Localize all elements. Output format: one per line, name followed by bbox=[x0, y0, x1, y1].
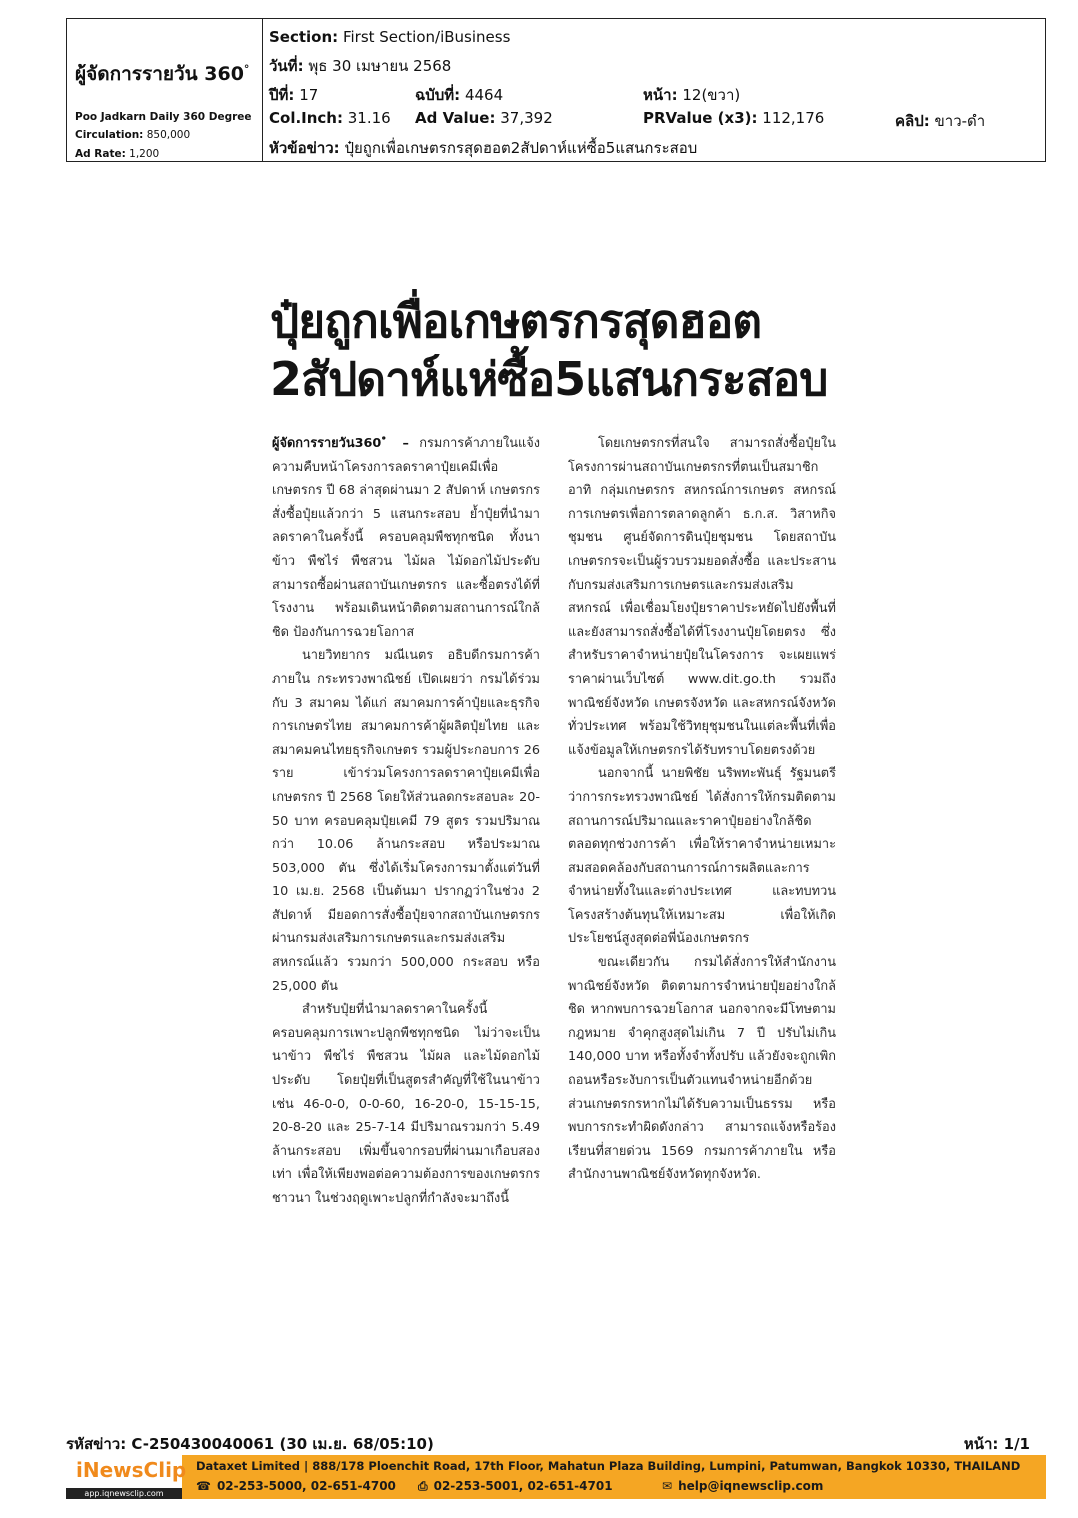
article-paragraph: โดยเกษตรกรที่สนใจ สามารถสั่งซื้อปุ๋ยในโครงการผ่านสถาบันเกษตรกรที่ตนเป็นสมาชิก อาทิ กลุ่มเกษตรกร สหกรณ์การเกษตร สหกรณ์การเกษตรเพื่อการตลาดลูกค้า ธ.ก.ส. วิสาหกิจชุมชน ศูนย์จัดการดินปุ๋ยชุมชน โดยสถาบันเกษตรกรจะเป็นผู้รวบรวมยอดสั่งซื้อ และประสานกับกรมส่งเสริมการเกษตรและกรมส่งเสริมสหกรณ์ เพื่อเชื่อมโยงปุ๋ยราคาประหยัดไปยังพื้นที่ และยังสามารถสั่งซื้อได้ที่โรงงานปุ๋ยโดยตรง ซึ่งสำหรับราคาจำหน่ายปุ๋ยในโครงการ จะเผยแพร่ราคาผ่านเว็บไซต์ www.dit.go.th รวมถึงพาณิชย์จังหวัด เกษตรจังหวัด และสหกรณ์จังหวัดทั่วประเทศ พร้อมใช้วิทยุชุมชนในแต่ละพื้นที่เพื่อแจ้งข้อมูลให้เกษตรกรได้รับทราบโดยตรงด้วย bbox=[568, 436, 836, 758]
company-address: Dataxet Limited | 888/178 Ploenchit Road, 17th Floor, Mahatun Plaza Building, Lumpini, Patumwan, Bangkok 10330, THAILAND bbox=[196, 1459, 1021, 1473]
issue: ฉบับที่: 4464 bbox=[415, 86, 504, 104]
ad-value: Ad Value: 37,392 bbox=[415, 109, 553, 127]
degree-mark: ° bbox=[243, 62, 250, 76]
col-inch: Col.Inch: 31.16 bbox=[269, 109, 391, 127]
publication-name-text: ผู้จัดการรายวัน 360 bbox=[75, 63, 244, 85]
email-icon: ✉ bbox=[662, 1479, 673, 1493]
pr-value: PRValue (x3): 112,176 bbox=[643, 109, 825, 127]
publication-block bbox=[67, 19, 263, 161]
email-contact: ✉ help@iqnewsclip.com bbox=[662, 1479, 824, 1493]
article-headline bbox=[270, 292, 850, 408]
article-paragraph: นายวิทยากร มณีเนตร อธิบดีกรมการค้าภายใน กระทรวงพาณิชย์ เปิดเผยว่า กรมได้ร่วมกับ 3 สมาคม ได้แก่ สมาคมการค้าปุ๋ยและธุรกิจการเกษตรไทย สมาคมการค้าผู้ผลิตปุ๋ยไทย และสมาคมคนไทยธุรกิจเกษตร รวมผู้ประกอบการ 26 ราย เข้าร่วมโครงการลดราคาปุ๋ยเคมีเพื่อเกษตรกร ปี 2568 โดยให้ส่วนลดกระสอบละ 20-50 บาท ครอบคลุมปุ๋ยเคมี 79 สูตร รวมปริมาณกว่า 10.06 ล้านกระสอบ หรือประมาณ 503,000 ตัน ซึ่งได้เริ่มโครงการมาตั้งแต่วันที่ 10 เม.ย. 2568 เป็นต้นมา ปรากฏว่าในช่วง 2 สัปดาห์ มียอดการสั่งซื้อปุ๋ยจากสถาบันเกษตรกรผ่านกรมส่งเสริมการเกษตรและกรมส่งเสริมสหกรณ์แล้ว รวมกว่า 500,000 กระสอบ หรือ 25,000 ตัน bbox=[272, 648, 540, 994]
article-column-right bbox=[568, 432, 836, 1187]
publication-name bbox=[75, 59, 249, 89]
year: ปีที่: 17 bbox=[269, 86, 319, 104]
news-code: รหัสข่าว: C-250430040061 (30 เม.ย. 68/05:10) bbox=[66, 1435, 434, 1453]
page-count: หน้า: 1/1 bbox=[963, 1435, 1030, 1453]
article-paragraph: ขณะเดียวกัน กรมได้สั่งการให้สำนักงานพาณิชย์จังหวัด ติดตามการจำหน่ายปุ๋ยอย่างใกล้ชิด หากพบการฉวยโอกาส นอกจากจะมีโทษตามกฎหมาย จำคุกสูงสุดไม่เกิน 7 ปี ปรับไม่เกิน 140,000 บาท หรือทั้งจำทั้งปรับ แล้วยังจะถูกเพิกถอนหรือระงับการเป็นตัวแทนจำหน่ายอีกด้วย ส่วนเกษตรกรหากไม่ได้รับความเป็นธรรม หรือพบการกระทำผิดดังกล่าว สามารถแจ้งหรือร้องเรียนที่สายด่วน 1569 กรมการค้าภายใน หรือสำนักงานพาณิชย์จังหวัดทุกจังหวัด. bbox=[568, 955, 836, 1183]
phone-contact: ☎ 02-253-5000, 02-651-4700 bbox=[196, 1479, 396, 1493]
publication-english-name: Poo Jadkarn Daily 360 Degree bbox=[75, 111, 252, 123]
fax-icon: ⎙ bbox=[418, 1479, 428, 1493]
clip-type: คลิป: ขาว-ดำ bbox=[895, 112, 986, 130]
clip-metadata bbox=[263, 19, 1045, 161]
clip-header bbox=[66, 18, 1046, 162]
circulation: Circulation: 850,000 bbox=[75, 129, 191, 141]
article-column-left bbox=[272, 432, 540, 1211]
byline: ผู้จัดการรายวัน360 ํ – bbox=[272, 436, 409, 451]
headline-meta: หัวข้อข่าว: ปุ๋ยถูกเพื่อเกษตรกรสุดฮอต2สัปดาห์แห่ซื้อ5แสนกระสอบ bbox=[269, 139, 698, 157]
article-paragraph: สำหรับปุ๋ยที่นำมาลดราคาในครั้งนี้ ครอบคลุมการเพาะปลูกพืชทุกชนิด ไม่ว่าจะเป็นนาข้าว พืชไร่ พืชสวน ไม้ผล และไม้ดอกไม้ประดับ โดยปุ๋ยที่เป็นสูตรสำคัญที่ใช้ในนาข้าว เช่น 46-0-0, 0-0-60, 16-20-0, 15-15-15, 20-8-20 และ 25-7-14 มีปริมาณรวมกว่า 5.49 ล้านกระสอบ เพิ่มขึ้นจากรอบที่ผ่านมาเกือบสองเท่า เพื่อให้เพียงพอต่อความต้องการของเกษตรกรชาวนา ในช่วงฤดูเพาะปลูกที่กำลังจะมาถึงนี้ bbox=[272, 1002, 540, 1206]
footer-bar bbox=[66, 1455, 1046, 1499]
date: วันที่: พุธ 30 เมษายน 2568 bbox=[269, 57, 452, 75]
fax-contact: ⎙ 02-253-5001, 02-651-4701 bbox=[418, 1479, 613, 1493]
page-number: หน้า: 12(ขวา) bbox=[643, 86, 741, 104]
headline-line-1: ปุ๋ยถูกเพื่อเกษตรกรสุดฮอต bbox=[270, 294, 762, 348]
section: Section: First Section/iBusiness bbox=[269, 28, 511, 46]
logo-text: iNewsClip bbox=[76, 1458, 187, 1482]
article-paragraph: ผู้จัดการรายวัน360 ํ – กรมการค้าภายในแจ้งความคืบหน้าโครงการลดราคาปุ๋ยเคมีเพื่อเกษตรกร ปี 68 ล่าสุดผ่านมา 2 สัปดาห์ เกษตรกรสั่งซื้อปุ๋ยแล้วกว่า 5 แสนกระสอบ ย้ำปุ๋ยที่นำมาลดราคาในครั้งนี้ ครอบคลุมพืชทุกชนิด ทั้งนาข้าว พืชไร่ พืชสวน ไม้ผล ไม้ดอกไม้ประดับ สามารถซื้อผ่านสถาบันเกษตรกร และซื้อตรงได้ที่โรงงาน พร้อมเดินหน้าติดตามสถานการณ์ใกล้ชิด ป้องกันการฉวยโอกาส bbox=[272, 436, 540, 640]
headline-line-2: 2สัปดาห์แห่ซื้อ5แสนกระสอบ bbox=[270, 352, 828, 406]
logo-url: app.iqnewsclip.com bbox=[66, 1488, 182, 1499]
newsclip-logo bbox=[66, 1455, 187, 1499]
article-paragraph: นอกจากนี้ นายพิชัย นริพทะพันธุ์ รัฐมนตรีว่าการกระทรวงพาณิชย์ ได้สั่งการให้กรมติดตามสถานการณ์ปริมาณและราคาปุ๋ยอย่างใกล้ชิดตลอดทุกช่วงการค้า เพื่อให้ราคาจำหน่ายเหมาะสมสอดคล้องกับสถานการณ์การผลิตและการจำหน่ายทั้งในและต่างประเทศ และทบทวนโครงสร้างต้นทุนให้เหมาะสม เพื่อให้เกิดประโยชน์สูงสุดต่อพี่น้องเกษตรกร bbox=[568, 766, 836, 947]
ad-rate: Ad Rate: 1,200 bbox=[75, 148, 160, 160]
phone-icon: ☎ bbox=[196, 1479, 211, 1493]
